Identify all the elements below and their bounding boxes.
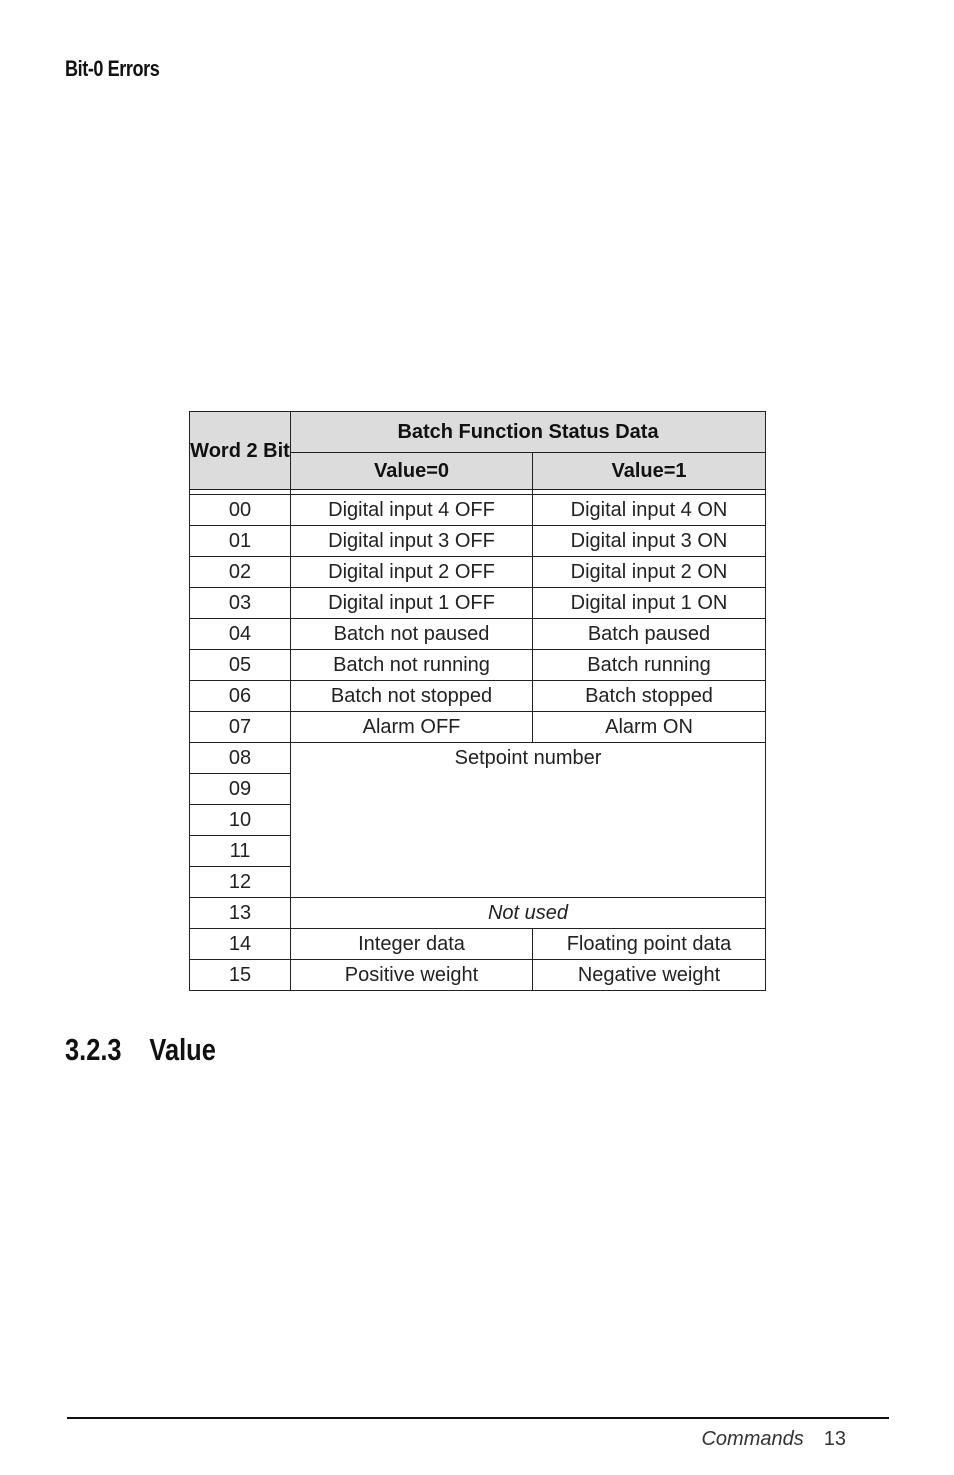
table-row — [190, 960, 766, 991]
value0-cell: Positive weight — [291, 960, 533, 991]
value0-cell: Alarm OFF — [291, 712, 533, 743]
section-heading-bit0-errors: Bit-0 Errors — [65, 56, 160, 81]
bit-cell: 00 — [190, 495, 291, 526]
bit-cell: 06 — [190, 681, 291, 712]
not-used-cell: Not used — [291, 898, 766, 929]
value1-cell: Digital input 4 ON — [533, 495, 766, 526]
bit-cell: 05 — [190, 650, 291, 681]
value1-cell: Floating point data — [533, 929, 766, 960]
value0-cell: Batch not stopped — [291, 681, 533, 712]
footer-divider — [67, 1417, 889, 1419]
table-row — [190, 712, 766, 743]
batch-status-table — [189, 411, 766, 991]
table-row — [190, 743, 766, 774]
table-row — [190, 495, 766, 526]
value1-cell: Batch running — [533, 650, 766, 681]
page-footer — [701, 1428, 846, 1451]
bit-cell: 02 — [190, 557, 291, 588]
header-batch-function-status: Batch Function Status Data — [291, 412, 766, 453]
bit-cell: 04 — [190, 619, 291, 650]
value0-cell: Digital input 1 OFF — [291, 588, 533, 619]
value1-cell: Digital input 2 ON — [533, 557, 766, 588]
value0-cell: Digital input 2 OFF — [291, 557, 533, 588]
table-row — [190, 681, 766, 712]
value0-cell: Batch not paused — [291, 619, 533, 650]
value0-cell: Batch not running — [291, 650, 533, 681]
value1-cell: Digital input 1 ON — [533, 588, 766, 619]
value0-cell: Integer data — [291, 929, 533, 960]
header-word2-bit: Word 2 Bit — [190, 412, 291, 490]
setpoint-number-cell: Setpoint number — [291, 743, 766, 898]
table-row — [190, 929, 766, 960]
bit-cell: 12 — [190, 867, 291, 898]
section-number: 3.2.3 — [65, 1032, 122, 1067]
value1-cell: Digital input 3 ON — [533, 526, 766, 557]
bit-cell: 15 — [190, 960, 291, 991]
table-row — [190, 526, 766, 557]
bit-cell: 08 — [190, 743, 291, 774]
value0-cell: Digital input 4 OFF — [291, 495, 533, 526]
table-row — [190, 650, 766, 681]
bit-cell: 09 — [190, 774, 291, 805]
bit-cell: 01 — [190, 526, 291, 557]
bit-cell: 07 — [190, 712, 291, 743]
page-number: 13 — [823, 1428, 846, 1450]
value1-cell: Batch paused — [533, 619, 766, 650]
header-value0: Value=0 — [291, 453, 533, 490]
table-row — [190, 557, 766, 588]
section-heading-value — [65, 1032, 216, 1068]
section-title: Value — [149, 1032, 216, 1067]
bit-cell: 10 — [190, 805, 291, 836]
value1-cell: Batch stopped — [533, 681, 766, 712]
table-row — [190, 588, 766, 619]
bit-cell: 11 — [190, 836, 291, 867]
table-row — [190, 619, 766, 650]
value1-cell: Alarm ON — [533, 712, 766, 743]
bit-cell: 13 — [190, 898, 291, 929]
value1-cell: Negative weight — [533, 960, 766, 991]
bit-cell: 03 — [190, 588, 291, 619]
table-row — [190, 898, 766, 929]
footer-section-name: Commands — [701, 1428, 804, 1450]
bit-cell: 14 — [190, 929, 291, 960]
value0-cell: Digital input 3 OFF — [291, 526, 533, 557]
header-value1: Value=1 — [533, 453, 766, 490]
